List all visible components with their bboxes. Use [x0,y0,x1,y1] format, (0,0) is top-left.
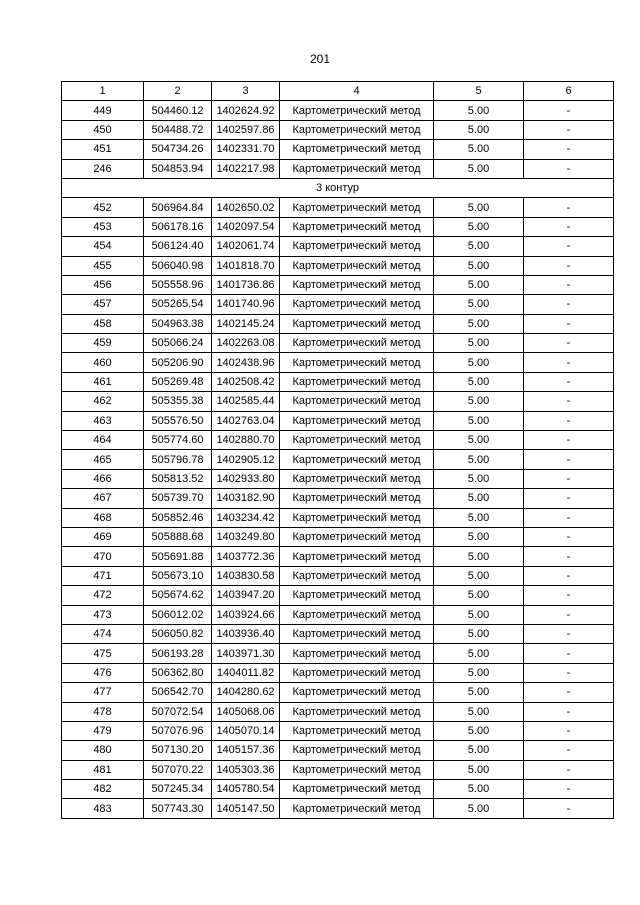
table-row [62,372,614,391]
accuracy-cell: 5.00 [434,741,524,760]
method-cell: Картометрический метод [280,450,434,469]
y-coordinate-cell: 1402585.44 [212,392,280,411]
method-cell: Картометрический метод [280,353,434,372]
section-title: 3 контур [62,178,614,197]
y-coordinate-cell: 1401736.86 [212,275,280,294]
y-coordinate-cell: 1404280.62 [212,683,280,702]
method-cell: Картометрический метод [280,237,434,256]
table-row [62,334,614,353]
accuracy-cell: 5.00 [434,101,524,120]
note-cell: - [524,702,614,721]
table-row [62,353,614,372]
method-cell: Картометрический метод [280,275,434,294]
y-coordinate-cell: 1402263.08 [212,334,280,353]
method-cell: Картометрический метод [280,101,434,120]
method-cell: Картометрический метод [280,721,434,740]
x-coordinate-cell: 506178.16 [144,217,212,236]
table-row [62,314,614,333]
x-coordinate-cell: 506193.28 [144,644,212,663]
method-cell: Картометрический метод [280,605,434,624]
x-coordinate-cell: 506124.40 [144,237,212,256]
x-coordinate-cell: 505813.52 [144,469,212,488]
x-coordinate-cell: 505269.48 [144,372,212,391]
column-header: 1 [62,82,144,101]
x-coordinate-cell: 506964.84 [144,198,212,217]
method-cell: Картометрический метод [280,644,434,663]
note-cell: - [524,353,614,372]
point-number-cell: 481 [62,760,144,779]
y-coordinate-cell: 1401818.70 [212,256,280,275]
table-body [62,101,614,818]
column-header: 4 [280,82,434,101]
accuracy-cell: 5.00 [434,237,524,256]
note-cell: - [524,120,614,139]
method-cell: Картометрический метод [280,566,434,585]
point-number-cell: 451 [62,140,144,159]
table-row [62,644,614,663]
y-coordinate-cell: 1401740.96 [212,295,280,314]
method-cell: Картометрический метод [280,780,434,799]
x-coordinate-cell: 505206.90 [144,353,212,372]
note-cell: - [524,760,614,779]
y-coordinate-cell: 1402217.98 [212,159,280,178]
y-coordinate-cell: 1405147.50 [212,799,280,818]
point-number-cell: 477 [62,683,144,702]
note-cell: - [524,101,614,120]
x-coordinate-cell: 505739.70 [144,489,212,508]
table-row [62,663,614,682]
method-cell: Картометрический метод [280,663,434,682]
note-cell: - [524,780,614,799]
y-coordinate-cell: 1403182.90 [212,489,280,508]
y-coordinate-cell: 1402880.70 [212,431,280,450]
note-cell: - [524,721,614,740]
point-number-cell: 476 [62,663,144,682]
accuracy-cell: 5.00 [434,431,524,450]
accuracy-cell: 5.00 [434,605,524,624]
table-row [62,566,614,585]
method-cell: Картометрический метод [280,547,434,566]
table-row [62,392,614,411]
point-number-cell: 464 [62,431,144,450]
note-cell: - [524,799,614,818]
y-coordinate-cell: 1403924.66 [212,605,280,624]
accuracy-cell: 5.00 [434,450,524,469]
y-coordinate-cell: 1404011.82 [212,663,280,682]
y-coordinate-cell: 1405068.06 [212,702,280,721]
x-coordinate-cell: 506542.70 [144,683,212,702]
note-cell: - [524,314,614,333]
note-cell: - [524,527,614,546]
method-cell: Картометрический метод [280,295,434,314]
accuracy-cell: 5.00 [434,702,524,721]
table-row [62,721,614,740]
point-number-cell: 463 [62,411,144,430]
table-row [62,275,614,294]
note-cell: - [524,683,614,702]
point-number-cell: 460 [62,353,144,372]
coordinates-table [61,81,614,819]
method-cell: Картометрический метод [280,372,434,391]
point-number-cell: 475 [62,644,144,663]
table-row [62,527,614,546]
x-coordinate-cell: 506362.80 [144,663,212,682]
y-coordinate-cell: 1402061.74 [212,237,280,256]
accuracy-cell: 5.00 [434,586,524,605]
table-row [62,799,614,818]
note-cell: - [524,450,614,469]
method-cell: Картометрический метод [280,431,434,450]
note-cell: - [524,159,614,178]
y-coordinate-cell: 1403830.58 [212,566,280,585]
accuracy-cell: 5.00 [434,275,524,294]
point-number-cell: 483 [62,799,144,818]
table-row [62,586,614,605]
x-coordinate-cell: 504460.12 [144,101,212,120]
table-row [62,411,614,430]
y-coordinate-cell: 1403936.40 [212,624,280,643]
x-coordinate-cell: 505066.24 [144,334,212,353]
note-cell: - [524,334,614,353]
note-cell: - [524,469,614,488]
point-number-cell: 466 [62,469,144,488]
table-row [62,101,614,120]
method-cell: Картометрический метод [280,702,434,721]
table-row [62,256,614,275]
method-cell: Картометрический метод [280,256,434,275]
accuracy-cell: 5.00 [434,217,524,236]
method-cell: Картометрический метод [280,799,434,818]
note-cell: - [524,217,614,236]
y-coordinate-cell: 1402331.70 [212,140,280,159]
point-number-cell: 473 [62,605,144,624]
accuracy-cell: 5.00 [434,198,524,217]
x-coordinate-cell: 504963.38 [144,314,212,333]
x-coordinate-cell: 505796.78 [144,450,212,469]
y-coordinate-cell: 1403249.80 [212,527,280,546]
note-cell: - [524,198,614,217]
method-cell: Картометрический метод [280,683,434,702]
table-row [62,489,614,508]
table-row [62,295,614,314]
point-number-cell: 471 [62,566,144,585]
method-cell: Картометрический метод [280,217,434,236]
accuracy-cell: 5.00 [434,780,524,799]
note-cell: - [524,566,614,585]
note-cell: - [524,275,614,294]
column-header: 6 [524,82,614,101]
y-coordinate-cell: 1402905.12 [212,450,280,469]
point-number-cell: 456 [62,275,144,294]
x-coordinate-cell: 507245.34 [144,780,212,799]
accuracy-cell: 5.00 [434,372,524,391]
x-coordinate-cell: 505558.96 [144,275,212,294]
table-row [62,624,614,643]
table-row [62,469,614,488]
accuracy-cell: 5.00 [434,566,524,585]
y-coordinate-cell: 1405157.36 [212,741,280,760]
method-cell: Картометрический метод [280,527,434,546]
y-coordinate-cell: 1405070.14 [212,721,280,740]
accuracy-cell: 5.00 [434,663,524,682]
y-coordinate-cell: 1402145.24 [212,314,280,333]
table-row [62,140,614,159]
method-cell: Картометрический метод [280,120,434,139]
point-number-cell: 459 [62,334,144,353]
x-coordinate-cell: 505888.68 [144,527,212,546]
column-header: 3 [212,82,280,101]
method-cell: Картометрический метод [280,392,434,411]
note-cell: - [524,372,614,391]
note-cell: - [524,508,614,527]
table-row [62,605,614,624]
x-coordinate-cell: 507743.30 [144,799,212,818]
x-coordinate-cell: 505355.38 [144,392,212,411]
y-coordinate-cell: 1403971.30 [212,644,280,663]
method-cell: Картометрический метод [280,140,434,159]
x-coordinate-cell: 506050.82 [144,624,212,643]
x-coordinate-cell: 504853.94 [144,159,212,178]
point-number-cell: 472 [62,586,144,605]
method-cell: Картометрический метод [280,198,434,217]
note-cell: - [524,411,614,430]
method-cell: Картометрический метод [280,314,434,333]
accuracy-cell: 5.00 [434,760,524,779]
point-number-cell: 469 [62,527,144,546]
point-number-cell: 453 [62,217,144,236]
y-coordinate-cell: 1402650.02 [212,198,280,217]
point-number-cell: 462 [62,392,144,411]
point-number-cell: 474 [62,624,144,643]
point-number-cell: 461 [62,372,144,391]
accuracy-cell: 5.00 [434,527,524,546]
point-number-cell: 465 [62,450,144,469]
accuracy-cell: 5.00 [434,334,524,353]
table-row [62,431,614,450]
note-cell: - [524,489,614,508]
table-row [62,508,614,527]
y-coordinate-cell: 1402508.42 [212,372,280,391]
y-coordinate-cell: 1405303.36 [212,760,280,779]
note-cell: - [524,237,614,256]
table-row [62,159,614,178]
method-cell: Картометрический метод [280,159,434,178]
point-number-cell: 458 [62,314,144,333]
x-coordinate-cell: 507076.96 [144,721,212,740]
table-row [62,120,614,139]
point-number-cell: 455 [62,256,144,275]
accuracy-cell: 5.00 [434,392,524,411]
y-coordinate-cell: 1402933.80 [212,469,280,488]
x-coordinate-cell: 507070.22 [144,760,212,779]
point-number-cell: 470 [62,547,144,566]
y-coordinate-cell: 1403234.42 [212,508,280,527]
note-cell: - [524,140,614,159]
column-header: 5 [434,82,524,101]
table-row [62,198,614,217]
accuracy-cell: 5.00 [434,411,524,430]
point-number-cell: 457 [62,295,144,314]
header-row [62,82,614,101]
point-number-cell: 478 [62,702,144,721]
x-coordinate-cell: 504488.72 [144,120,212,139]
method-cell: Картометрический метод [280,624,434,643]
point-number-cell: 246 [62,159,144,178]
table-row [62,237,614,256]
accuracy-cell: 5.00 [434,799,524,818]
x-coordinate-cell: 505674.62 [144,586,212,605]
note-cell: - [524,586,614,605]
note-cell: - [524,392,614,411]
y-coordinate-cell: 1402097.54 [212,217,280,236]
note-cell: - [524,663,614,682]
x-coordinate-cell: 507072.54 [144,702,212,721]
point-number-cell: 449 [62,101,144,120]
table-row [62,683,614,702]
accuracy-cell: 5.00 [434,721,524,740]
accuracy-cell: 5.00 [434,256,524,275]
x-coordinate-cell: 507130.20 [144,741,212,760]
accuracy-cell: 5.00 [434,159,524,178]
note-cell: - [524,431,614,450]
accuracy-cell: 5.00 [434,547,524,566]
x-coordinate-cell: 506040.98 [144,256,212,275]
accuracy-cell: 5.00 [434,489,524,508]
note-cell: - [524,741,614,760]
section-row [62,178,614,197]
table-row [62,741,614,760]
y-coordinate-cell: 1402597.86 [212,120,280,139]
method-cell: Картометрический метод [280,586,434,605]
note-cell: - [524,547,614,566]
table-row [62,780,614,799]
table-row [62,450,614,469]
accuracy-cell: 5.00 [434,314,524,333]
x-coordinate-cell: 505576.50 [144,411,212,430]
x-coordinate-cell: 505673.10 [144,566,212,585]
point-number-cell: 468 [62,508,144,527]
y-coordinate-cell: 1402624.92 [212,101,280,120]
method-cell: Картометрический метод [280,760,434,779]
table-row [62,760,614,779]
point-number-cell: 454 [62,237,144,256]
point-number-cell: 480 [62,741,144,760]
note-cell: - [524,256,614,275]
accuracy-cell: 5.00 [434,295,524,314]
method-cell: Картометрический метод [280,411,434,430]
page-number: 201 [309,52,331,66]
x-coordinate-cell: 505265.54 [144,295,212,314]
accuracy-cell: 5.00 [434,353,524,372]
accuracy-cell: 5.00 [434,140,524,159]
x-coordinate-cell: 505774.60 [144,431,212,450]
table-row [62,547,614,566]
accuracy-cell: 5.00 [434,469,524,488]
method-cell: Картометрический метод [280,741,434,760]
accuracy-cell: 5.00 [434,644,524,663]
y-coordinate-cell: 1403772.36 [212,547,280,566]
point-number-cell: 450 [62,120,144,139]
x-coordinate-cell: 506012.02 [144,605,212,624]
note-cell: - [524,624,614,643]
point-number-cell: 452 [62,198,144,217]
table-row [62,702,614,721]
column-header: 2 [144,82,212,101]
y-coordinate-cell: 1402438.96 [212,353,280,372]
accuracy-cell: 5.00 [434,508,524,527]
accuracy-cell: 5.00 [434,624,524,643]
y-coordinate-cell: 1405780.54 [212,780,280,799]
note-cell: - [524,644,614,663]
y-coordinate-cell: 1402763.04 [212,411,280,430]
x-coordinate-cell: 504734.26 [144,140,212,159]
point-number-cell: 467 [62,489,144,508]
method-cell: Картометрический метод [280,469,434,488]
x-coordinate-cell: 505691.88 [144,547,212,566]
table-row [62,217,614,236]
method-cell: Картометрический метод [280,489,434,508]
note-cell: - [524,295,614,314]
method-cell: Картометрический метод [280,508,434,527]
accuracy-cell: 5.00 [434,120,524,139]
y-coordinate-cell: 1403947.20 [212,586,280,605]
accuracy-cell: 5.00 [434,683,524,702]
note-cell: - [524,605,614,624]
point-number-cell: 482 [62,780,144,799]
method-cell: Картометрический метод [280,334,434,353]
point-number-cell: 479 [62,721,144,740]
x-coordinate-cell: 505852.46 [144,508,212,527]
